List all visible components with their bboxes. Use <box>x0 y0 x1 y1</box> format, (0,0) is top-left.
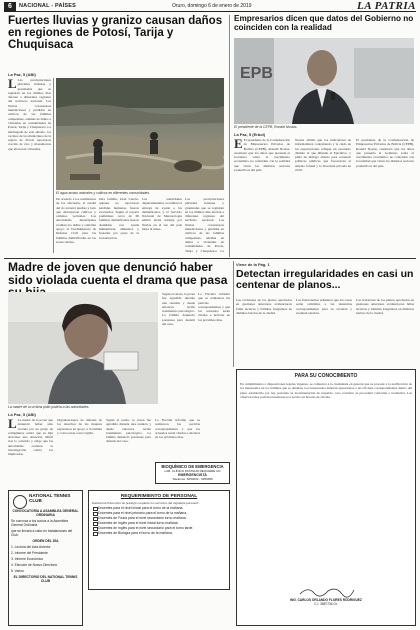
story3-column-3 <box>8 418 53 486</box>
story2-kicker: La Paz, 5 (Erbol) <box>234 132 266 137</box>
club-body <box>11 509 80 583</box>
club-line: CONVOCATORIA A ASAMBLEA GENERAL ORDINARIA <box>12 509 79 518</box>
story2-photo <box>234 38 414 124</box>
page-number: 6 <box>4 2 16 11</box>
story3-column-1 <box>162 292 195 412</box>
story1-column-5 <box>185 197 224 253</box>
club-line: 3. Informe Económico <box>11 557 44 562</box>
requirements-list <box>92 506 226 535</box>
lab-ad-title: BIOQUÍMICO DE EMERGENCIA <box>161 464 224 469</box>
job-requirements-box <box>88 490 230 590</box>
story3-text-6: La Fiscalía informó que se realizaron las pericias correspondientes y que los acusados serán citados a declarar en los próximos días. <box>155 418 200 440</box>
requirement-item: Docentes de Inglés para el nivel inicial turno mañana. <box>98 521 226 525</box>
dateline: Oruro, domingo 6 de enero de 2019 <box>172 3 252 9</box>
story3-photo-caption: La madre de la víctima pidió justicia a las autoridades. <box>8 405 90 409</box>
signature-id: C.I. 3587734 Or. <box>314 602 338 606</box>
story1-column-3 <box>99 197 139 253</box>
lab-ad-line-2: EMERGENCISTA <box>178 473 207 477</box>
horizontal-rule <box>4 258 416 259</box>
notice-title: PARA SU CONOCIMIENTO <box>294 373 358 379</box>
story3-text-1: Según el relato, la joven fue agredida durante una reunión y desde entonces recibe tratamiento psicológico. La familia denunció presiones para desistir del caso. <box>162 292 195 327</box>
requirement-item: Docentes para el nivel primario para el turno de la mañana. <box>98 511 226 515</box>
story1-photo-caption: El agua arrasó animales y cultivos en diferentes comunidades. <box>56 191 151 195</box>
signature-name: ING. CARLOS ORLANDO FLORES RODRIGUEZ <box>290 598 362 602</box>
club-line: 1. Lectura del Acta Anterior <box>11 545 51 550</box>
story1-text-2: De acuerdo a los testimonios de los afectados, el caudal del río arrastró piedras y lodo que destruyeron cultivos y caminos vecinales. Las autoridades municipales evalúan los daños y solicitan apoyo al Viceministerio de Defensa Civil para las familias damnificadas en las zonas rurales. <box>56 197 96 244</box>
drop-cap: E <box>234 138 243 151</box>
story3-text-5: Según el relato, la joven fue agredida durante una reunión y desde entonces recibe tratamiento psicológico. La familia denunció presiones para desistir del caso. <box>106 418 151 444</box>
story1-text-5: Las precipitaciones pluviales intensas y granizadas que se registran en los últimos días afectan a diferentes regiones del territorio nacional. Las lluvias ocasionaron inundaciones y pérdidas en cultivos de las familias campesinas, además de daños a viviendas en comunidades de Potosí, Tarija y Chuquisaca. La <box>185 197 224 253</box>
story4-kicker: Viene de la Pág. 1 <box>236 262 270 267</box>
club-line: que se llevará a cabo en instalaciones del Club. <box>11 529 73 538</box>
story3-headline: Madre de joven que denunció haber sido violada cuenta el drama que pasa <box>8 260 228 287</box>
lab-ad-box <box>155 462 230 484</box>
story1-kicker: La Paz, 5 (ABI) <box>8 72 36 77</box>
club-line: EL DIRECTORIO DEL NATIONAL TENNIS CLUB <box>13 575 78 584</box>
story1-headline: Fuertes lluvias y granizo causan daños en regiones de Potosí, Tarija y Chuquisaca <box>8 15 223 52</box>
story3-text-2: La Fiscalía informó que se realizaron las pericias correspondientes y que los acusados serán citados a declarar en los próximos días. <box>198 292 230 322</box>
section-divider <box>233 261 234 367</box>
requirements-intro: Institución Educativa de prestigio requiere los servicios del siguiente personal: <box>92 501 199 505</box>
club-line: ORDEN DEL DÍA <box>32 539 59 544</box>
story2-headline: Empresarios dicen que datos del Gobierno no coinciden con la realidad <box>234 14 414 32</box>
club-title: NATIONAL TENNIS CLUB <box>29 493 71 504</box>
lab-ad-line-1: LAB. CLÍNICO PASTEUR REQUIERE UN <box>164 469 221 473</box>
story2-column-3 <box>356 138 414 256</box>
story4-column-1 <box>236 298 292 366</box>
section-label: NACIONAL - PAÍSES <box>19 3 76 9</box>
story4-text-2: Los funcionarios señalaron que los casos serán remitidos a las instancias correspondientes para su revisión y eventual sanción. <box>296 298 352 315</box>
story1-column-2 <box>56 197 96 253</box>
story3-column-2 <box>198 292 230 412</box>
section-divider <box>229 15 230 257</box>
requirement-item: Docentes de Biología para el turno de la mañana. <box>98 531 226 535</box>
story2-column-2 <box>295 138 351 256</box>
drop-cap: L <box>8 418 17 431</box>
story2-column-1 <box>234 138 290 256</box>
story3-text-4: Organizaciones de defensa de los derechos de las mujeres expresaron su apoyo a la familia y convocaron a una vigilia. <box>57 418 102 435</box>
svg-text:EPB: EPB <box>240 65 273 82</box>
requirements-title: REQUERIMIENTO DE PERSONAL <box>120 494 198 499</box>
club-line: 2. Informe del Presidente <box>11 551 48 556</box>
story4-column-2 <box>296 298 352 366</box>
masthead <box>4 2 416 12</box>
story4-text-1: Las revisiones de los planos aprobados en gestiones anteriores evidenciaron fallas técnicas y trámites irregulares en distintos barrios de la ciudad. <box>236 298 292 315</box>
story1-column-4 <box>142 197 182 253</box>
club-line: Se convoca a los socios a la Asamblea General Ordinaria <box>11 519 68 528</box>
requirement-item: Docentes de Física para el nivel secundario turno mañana. <box>98 516 226 520</box>
column-divider <box>53 78 54 253</box>
story2-photo-caption: El presidente de la CEPB, Ronald Nostas. <box>234 125 298 129</box>
story1-text-3: Otra familia, Juan Cancio, quienes no reportaron pérdidas humanas, fueron evacuados. Según el reporte preliminar, cerca de 60 familias damnificadas fueron atendidas con ayuda humanitaria, alimentos y frazadas por parte de la Gobernación. <box>99 197 139 240</box>
story1-photo <box>56 78 224 190</box>
story3-column-6 <box>155 418 200 460</box>
story3-kicker: La Paz, 5 (ABI) <box>8 412 36 417</box>
story1-text-1: Las precipitaciones pluviales intensas y granizadas que se registran en los últimos días afectan a diferentes regiones del territorio nacional. Las lluvias ocasionaron inundaciones y pérdidas en cultivos de las familias campesinas, además de daños a viviendas en comunidades de Potosí, Tarija y Chuquisaca. La madrugada de este sábado, los vecinos de los municipios de la región de Potosí reportaron crecida de ríos y mazamorras que afectaron viviendas. <box>8 78 51 151</box>
story3-photo <box>8 292 158 404</box>
story2-text-2: Nostas afirmó que los indicadores de informalidad, contrabando y la caída de las exportaciones reflejan un escenario distinto al que difunde el Ejecutivo, y pidió un diálogo abierto para construir políticas públicas que favorezcan el empleo formal y la inversión privada en 2019. <box>295 138 351 173</box>
story3-column-4 <box>57 418 102 486</box>
club-notice <box>8 490 83 626</box>
story2-text-1: El presidente de la Confederación de Empresarios Privados de Bolivia (CEPB), Ronald Nostas, cuestionó que los datos que presenta el Gobierno sobre el crecimiento económico no coinciden con la realidad que viven los distintos sectores productivos del país. <box>234 138 290 173</box>
story1-column-1 <box>8 78 51 253</box>
official-notice <box>236 369 416 626</box>
newspaper-logo: LA PATRIA <box>356 0 416 12</box>
requirement-item: Docentes de Inglés para el nivel secundario para el turno tarde. <box>98 526 226 530</box>
flood-scene-image <box>56 78 224 190</box>
story2-text-3: El presidente de la Confederación de Empresarios Privados de Bolivia (CEPB), Ronald Nostas, cuestionó que los datos que presenta el Gobierno sobre el crecimiento económico no coinciden con la realidad que viven los distintos sectores productivos del país. <box>356 138 414 168</box>
club-line: 5. Varios <box>11 569 24 574</box>
story1-text-4: Las autoridades departamentales coordinan la entrega de ayuda a los damnificados y el Servicio Nacional de Meteorología emitió alerta naranja por lluvias en el sur del país hasta el lunes. <box>142 197 182 232</box>
notice-body <box>240 382 412 580</box>
story4-column-3 <box>356 298 414 366</box>
story3-column-5 <box>106 418 151 486</box>
signature-image <box>296 584 356 598</box>
club-line: 4. Elección de Nuevo Directorio <box>11 563 58 568</box>
story4-text-3: Las revisiones de los planos aprobados en gestiones anteriores evidenciaron fallas técnicas y trámites irregulares en distintos barrios de la ciudad. <box>356 298 414 315</box>
lab-ad-phones: Telefonos: 5250200 - 5250056 <box>172 477 213 481</box>
notice-text: En cumplimiento a disposiciones legales vigentes, se comunica a la ciudadanía en general que se procede a la notificación de los interesados en los trámites que se detallan. Los interesados deberán apersonarse a las oficinas correspondientes dentro del plazo establecido por ley, portando su documentación de respaldo, caso contrario se procederá conforme a normativa. Las observaciones podrán presentarse por escrito en horario de oficina. <box>240 382 412 399</box>
mother-portrait-image <box>8 292 158 404</box>
story4-headline: Detectan irregularidades en casi un centenar de planos... <box>236 268 414 292</box>
requirement-item: Docentes para el nivel inicial para el turno de la mañana. <box>98 506 226 510</box>
drop-cap: L <box>8 78 17 91</box>
tennis-ball-icon <box>13 495 27 509</box>
story3-text-3: La madre de la joven que denunció haber sido violada por un grupo de compañeros relató que su hija atraviesa una situación difícil tras lo ocurrido y exige que las autoridades aceleren la investigación contra los implicados. <box>8 418 53 457</box>
businessman-portrait-image <box>234 38 414 124</box>
